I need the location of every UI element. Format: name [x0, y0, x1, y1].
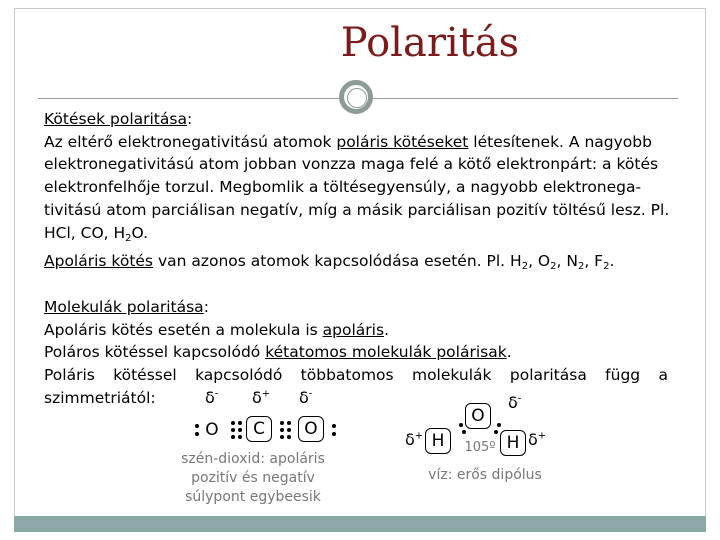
electron-dot — [195, 424, 199, 428]
electron-dot — [238, 435, 242, 439]
electron-dot — [287, 421, 291, 425]
slide-bottom-bar — [14, 516, 706, 532]
diatomic-polar-term: kétatomos molekulák polárisak — [265, 343, 507, 362]
molecule-polarity-line-1: Apoláris kötés esetén a molekula is apoláris. — [44, 320, 389, 339]
co2-oxygen-left: O — [205, 420, 219, 440]
molecule-polarity-heading: Molekulák polaritása — [44, 298, 204, 316]
electron-dot — [231, 435, 235, 439]
molecule-polarity-line-2: Poláros kötéssel kapcsolódó kétatomos molekulák polárisak. — [44, 343, 512, 362]
bond-angle: 105º — [464, 440, 496, 455]
water-hydrogen-right: H — [500, 430, 526, 456]
bond-polarity-section — [44, 108, 684, 279]
co2-delta-right: δ- — [299, 388, 313, 407]
water-delta-h-left: δ+ — [405, 430, 424, 449]
molecule-polarity-line-4: szimmetriától: — [44, 388, 156, 407]
electron-dot — [462, 430, 466, 434]
apolar-bond-term: Apoláris kötés — [44, 252, 154, 271]
bond-polarity-line-5: HCl, CO, $H_2O$. — [44, 223, 149, 244]
co2-carbon: C — [246, 416, 272, 442]
co2-oxygen-right: O — [298, 416, 324, 442]
electron-dot — [494, 430, 498, 434]
electron-dot — [195, 432, 199, 436]
electron-dot — [287, 435, 291, 439]
electron-dot — [231, 428, 235, 432]
electron-dot — [280, 421, 284, 425]
electron-dot — [280, 428, 284, 432]
bond-polarity-heading-line: Kötések polaritása: — [44, 110, 193, 128]
molecule-polarity-section — [44, 296, 668, 410]
co2-delta-left: δ- — [205, 388, 219, 407]
molecule-polarity-line-3: Poláris kötéssel kapcsolódó többatomos molekulák polaritása függ a — [44, 366, 668, 385]
electron-dot — [459, 423, 463, 427]
apolar-bond-line: Apoláris kötés van azonos atomok kapcsolódása esetén. Pl. $H_2$, $O_2$, $N_2$, $F_2$. — [44, 252, 615, 273]
co2-caption: szén-dioxid: apoláris pozitív és negatív súlypont egybeesik — [181, 451, 325, 505]
molecule-polarity-heading-line: Molekulák polaritása: — [44, 298, 209, 316]
bond-polarity-line-4: tivitású atom parciálisan negatív, míg a másik parciálisan pozitív töltésű lesz. Pl. — [44, 200, 670, 219]
electron-dot — [238, 428, 242, 432]
water-delta-oxygen: δ- — [508, 393, 522, 412]
electron-dot — [497, 423, 501, 427]
electron-dot — [238, 421, 242, 425]
water-caption: víz: erős dipólus — [428, 467, 542, 483]
bond-polarity-line-1: Az eltérő elektronegativitású atomok poláris kötéseket létesítenek. A nagyobb — [44, 132, 652, 151]
apolar-term: apoláris — [322, 320, 385, 339]
bond-polarity-line-2: elektronegativitású atom jobban vonzza maga felé a kötő elektronpárt: a kötés — [44, 155, 659, 174]
polar-bonds-term: poláris kötéseket — [336, 132, 469, 151]
electron-dot — [332, 432, 336, 436]
water-delta-h-right: δ+ — [528, 430, 547, 449]
electron-dot — [332, 424, 336, 428]
bond-polarity-heading: Kötések polaritása — [44, 110, 187, 128]
electron-dot — [287, 428, 291, 432]
bond-polarity-line-3: elektronfelhője torzul. Megbomlik a töltésegyensúly, a nagyobb elektronega- — [44, 178, 642, 197]
electron-dot — [280, 435, 284, 439]
electron-dot — [231, 421, 235, 425]
co2-delta-center: δ+ — [252, 388, 271, 407]
water-hydrogen-left: H — [425, 428, 451, 454]
water-oxygen: O — [465, 403, 491, 429]
slide-title: Polaritás — [340, 20, 520, 66]
